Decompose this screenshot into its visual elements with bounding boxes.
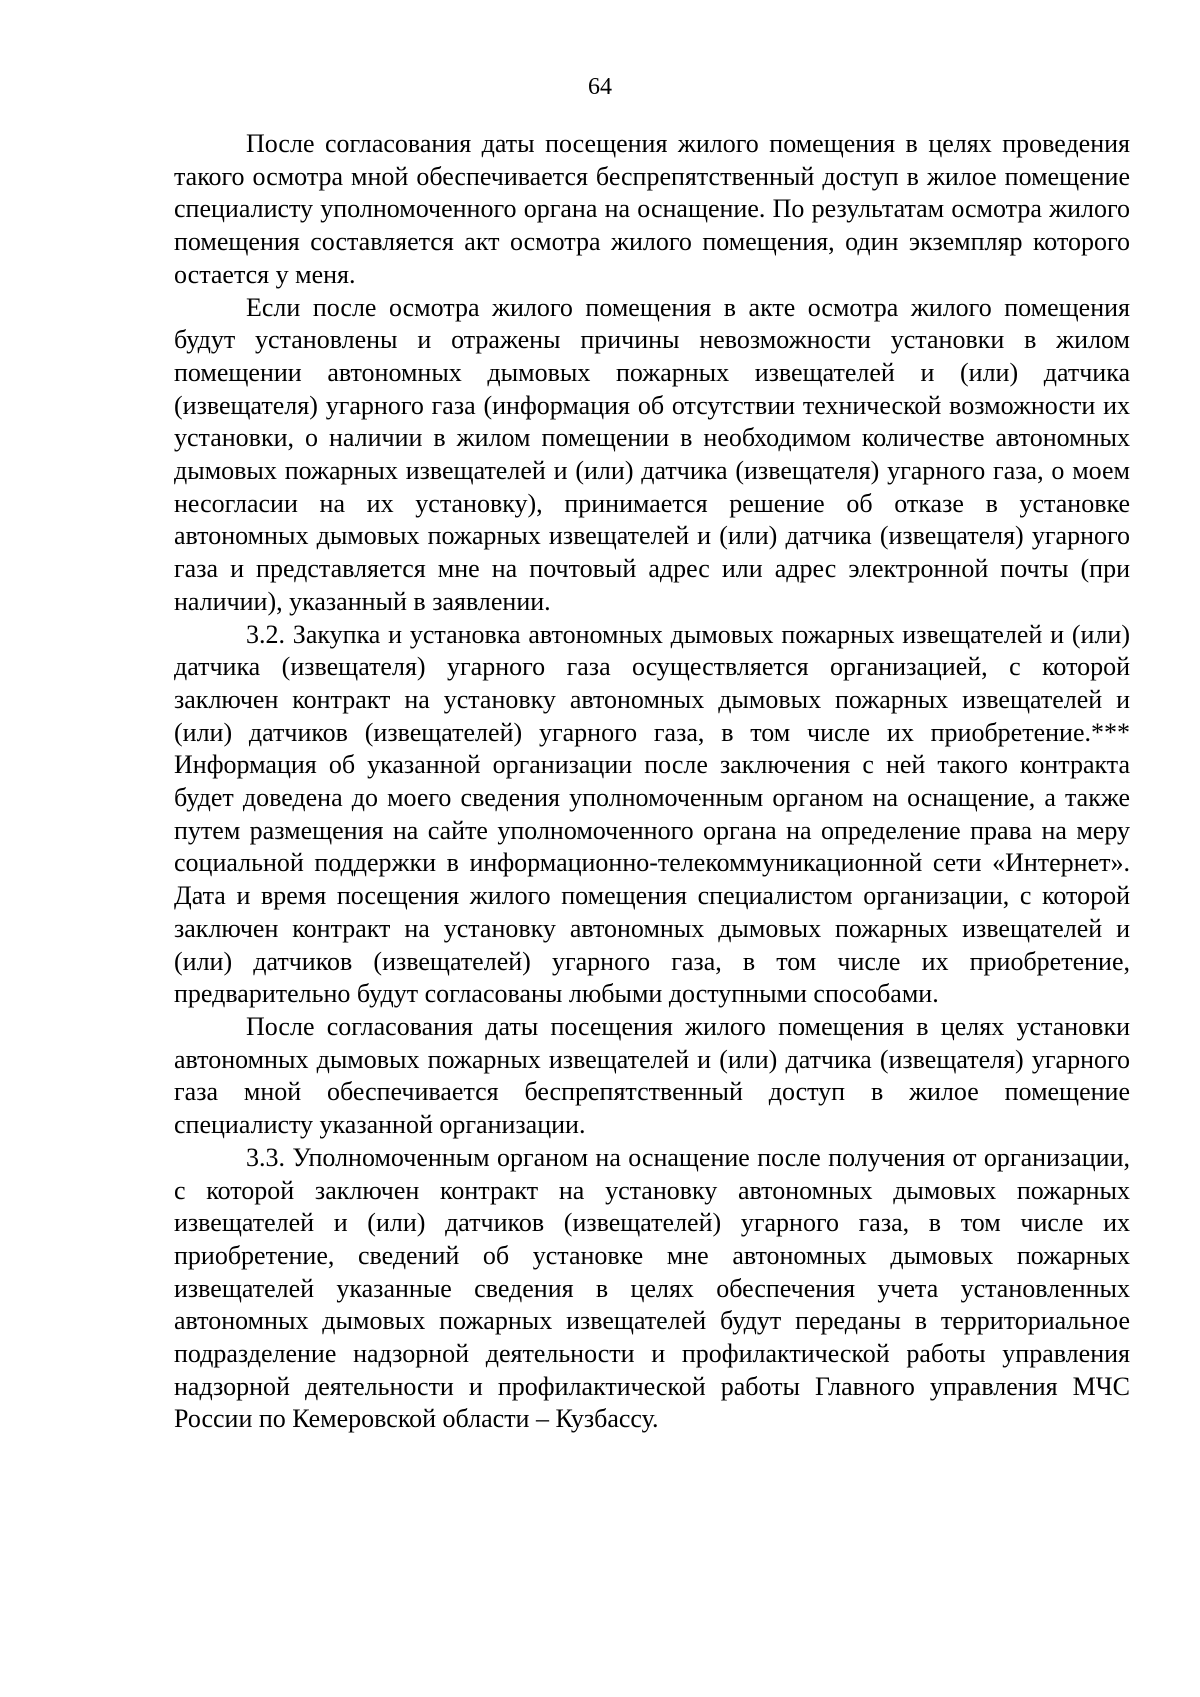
page-number: 64 (588, 74, 612, 100)
paragraph-section-3-2: 3.2. Закупка и установка автономных дымовых пожарных извещателей и (или) датчика (извещателя) угарного газа осуществляется организацией, с которой заключен контракт на установку автономных дымовых пожарных извещателей и (или) датчиков (извещателей) угарного газа, в том числе их приобретение.*** Информация об указанной организации после заключения с ней такого контракта будет доведена до моего сведения уполномоченным органом на оснащение, а также путем размещения на сайте уполномоченного органа на определение права на меру социальной поддержки в информационно-телекоммуникационной сети «Интернет». Дата и время посещения жилого помещения специалистом организации, с которой заключен контракт на установку автономных дымовых пожарных извещателей и (или) датчиков (извещателей) угарного газа, в том числе их приобретение, предварительно будут согласованы любыми доступными способами. (174, 619, 1130, 1009)
paragraph-installation-access: После согласования даты посещения жилого помещения в целях установки автономных дымовых пожарных извещателей и (или) датчика (извещателя) угарного газа мной обеспечивается беспрепятственный доступ в жилое помещение специалисту указанной организации. (174, 1011, 1130, 1140)
paragraph-installation-refusal: Если после осмотра жилого помещения в акте осмотра жилого помещения будут установлены и отражены причины невозможности установки в жилом помещении автономных дымовых пожарных извещателей и (или) датчика (извещателя) угарного газа (информация об отсутствии технической возможности их установки, о наличии в жилом помещении в необходимом количестве автономных дымовых пожарных извещателей и (или) датчика (извещателя) угарного газа, о моем несогласии на их установку), принимается решение об отказе в установке автономных дымовых пожарных извещателей и (или) датчика (извещателя) угарного газа и представляется мне на почтовый адрес или адрес электронной почты (при наличии), указанный в заявлении. (174, 292, 1130, 616)
paragraph-section-3-3: 3.3. Уполномоченным органом на оснащение после получения от организации, с которой заключен контракт на установку автономных дымовых пожарных извещателей и (или) датчиков (извещателей) угарного газа, в том числе их приобретение, сведений об установке мне автономных дымовых пожарных извещателей указанные сведения в целях обеспечения учета установленных автономных дымовых пожарных извещателей будут переданы в территориальное подразделение надзорной деятельности и профилактической работы управления надзорной деятельности и профилактической работы Главного управления МЧС России по Кемеровской области – Кузбассу. (174, 1142, 1130, 1434)
paragraph-inspection-access: После согласования даты посещения жилого помещения в целях проведения такого осмотра мной обеспечивается беспрепятственный доступ в жилое помещение специалисту уполномоченного органа на оснащение. По результатам осмотра жилого помещения составляется акт осмотра жилого помещения, один экземпляр которого остается у меня. (174, 129, 1130, 289)
document-body (174, 128, 1130, 1436)
